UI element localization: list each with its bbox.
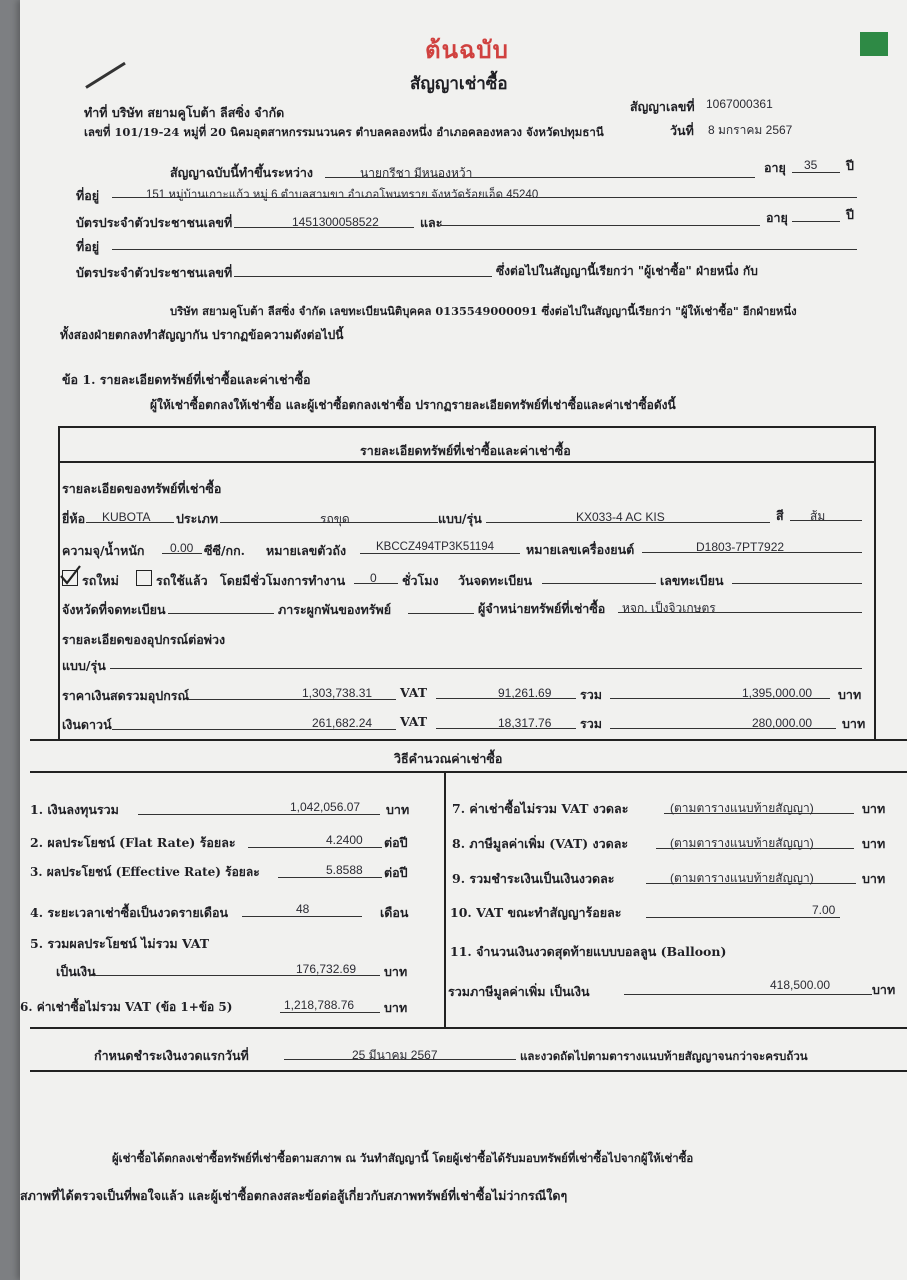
address-label: ที่อยู่ [76,188,100,203]
capacity-unit: ซีซี/กก. [204,543,246,558]
clause1-heading: ข้อ 1. รายละเอียดทรัพย์ที่เช่าซื้อและค่าเช่าซื้อ [62,372,311,387]
item9-unit: บาท [862,871,886,886]
company-paragraph: บริษัท สยามคูโบต้า ลีสซิ่ง จำกัด เลขทะเบียนนิติบุคคล 0135549000091 ซึ่งต่อไปในสัญญานี้เรียกว่า "ผู้ให้เช่าซื้อ" อีกฝ่ายหนึ่ง [170,304,797,318]
item2-line [248,847,382,848]
province-line [168,613,274,614]
new-label: รถใหม่ [82,573,119,588]
item3-value: 5.8588 [326,863,363,877]
year-unit-2: ปี [846,207,854,222]
table-right-border [874,426,876,739]
id-label: บัตรประจำตัวประชาชนเลขที่ [76,215,233,230]
dealer-label: ผู้จำหน่ายทรัพย์ที่เช่าซื้อ [478,601,606,616]
down-vat-label: VAT [400,714,428,729]
item7-value: (ตามตารางแนบท้ายสัญญา) [670,801,814,815]
item5-unit: บาท [384,964,408,979]
document-page [20,0,907,1280]
item3-line [278,877,382,878]
item7-unit: บาท [862,801,886,816]
engine-label: หมายเลขเครื่องยนต์ [526,542,635,557]
brand-label: ยี่ห้อ [62,511,86,526]
calc-header: วิธีคำนวณค่าเช่าซื้อ [394,751,503,766]
hirer-id: 1451300058522 [292,215,379,229]
item8-value: (ตามตารางแนบท้ายสัญญา) [670,836,814,850]
color-line [790,520,862,521]
address-line-2 [112,249,857,250]
item6-label: 6. ค่าเช่าซื้อไม่รวม VAT (ข้อ 1+ข้อ 5) [20,1000,233,1014]
year-unit: ปี [846,158,854,173]
footer-paragraph-2: สภาพที่ได้ตรวจเป็นที่พอใจแล้ว และผู้เช่าซื้อตกลงสละข้อต่อสู้เกี่ยวกับสภาพทรัพย์ที่เช่าซื้อไม่ว่ากรณีใดๆ [20,1188,568,1203]
province-label: จังหวัดที่จดทะเบียน [62,602,166,617]
color-label: สี [776,508,784,523]
down-label: เงินดาวน์ [62,717,112,732]
used-checkbox[interactable] [136,570,152,586]
item8-label: 8. ภาษีมูลค่าเพิ่ม (VAT) งวดละ [452,836,629,851]
item10-value: 7.00 [812,903,836,917]
regdate-line [542,583,656,584]
age-line-2 [792,221,840,222]
agreement-paragraph: ทั้งสองฝ่ายตกลงทำสัญญากัน ปรากฏข้อความดังต่อไปนี้ [60,328,344,342]
item2-value: 4.2400 [326,833,363,847]
regno-label: เลขทะเบียน [660,573,724,588]
hours-value: 0 [370,571,377,585]
encumbrance-label: ภาระผูกพันของทรัพย์ [278,602,392,617]
age-label: อายุ [764,160,786,175]
item11-line [624,994,872,995]
and-label: และ [420,215,443,230]
item5-sub: เป็นเงิน [56,964,96,979]
price-total-value: 1,395,000.00 [742,686,813,700]
hirer-name: นายกรีชา มีหนองหว้า [360,166,473,180]
down-value: 261,682.24 [312,716,373,730]
item1-value: 1,042,056.07 [290,800,361,814]
item4-line [242,916,362,917]
second-party-line [440,225,760,226]
type-label: ประเภท [176,511,219,526]
chassis-line [360,553,520,554]
calc-header-rule [30,771,907,773]
hirer-designation: ซึ่งต่อไปในสัญญานี้เรียกว่า "ผู้เช่าซื้อ" ฝ่ายหนึ่ง กับ [496,264,758,278]
down-total-value: 280,000.00 [752,716,813,730]
regdate-label: วันจดทะเบียน [458,573,533,588]
capacity-label: ความจุ/น้ำหนัก [62,543,145,558]
asset-heading: รายละเอียดของทรัพย์ที่เช่าซื้อ [62,481,222,496]
item5-label: 5. รวมผลประโยชน์ ไม่รวม VAT [30,936,210,951]
pen-stroke [85,62,126,89]
item3-unit: ต่อปี [384,865,408,880]
item3-label: 3. ผลประโยชน์ (Effective Rate) ร้อยละ [30,865,260,879]
price-vat-value: 91,261.69 [498,686,552,700]
item6-unit: บาท [384,1000,408,1015]
item2-unit: ต่อปี [384,835,408,850]
equipment-model-label: แบบ/รุ่น [62,658,106,673]
original-stamp: ต้นฉบับ [425,35,509,64]
calc-divider [444,771,446,1027]
first-payment-tail: และงวดถัดไปตามตารางแนบท้ายสัญญาจนกว่าจะครบถ้วน [520,1049,808,1063]
company-address: เลขที่ 101/19-24 หมู่ที่ 20 นิคมอุตสาหกรรมนวนคร ตำบลคลองหนึ่ง อำเภอคลองหลวง จังหวัดปทุมธานี [84,125,604,139]
item11-label: 11. จำนวนเงินงวดสุดท้ายแบบบอลลูน (Balloon) [450,944,727,959]
made-at: ทำที่ บริษัท สยามคูโบต้า ลีสซิ่ง จำกัด [84,105,285,120]
item7-label: 7. ค่าเช่าซื้อไม่รวม VAT งวดละ [452,801,629,816]
item10-line [646,917,840,918]
item2-label: 2. ผลประโยชน์ (Flat Rate) ร้อยละ [30,835,236,850]
calc-bottom-rule [30,1027,907,1029]
between-label: สัญญาฉบับนี้ทำขึ้นระหว่าง [170,165,314,180]
item8-unit: บาท [862,836,886,851]
price-baht: บาท [838,687,862,702]
address-label-2: ที่อยู่ [76,239,100,254]
item11-unit: บาท [872,982,896,997]
age-line [792,172,840,173]
model-value: KX033-4 AC KIS [576,510,665,524]
calc-top-rule [30,739,907,741]
price-total-label: รวม [580,687,602,702]
hirer-age: 35 [804,158,818,172]
down-total-label: รวม [580,716,602,731]
hours-label: โดยมีชั่วโมงการทำงาน [220,573,346,588]
item6-line [280,1012,380,1013]
item1-line [138,814,380,815]
capacity-value: 0.00 [170,541,194,555]
first-payment-label: กำหนดชำระเงินงวดแรกวันที่ [94,1048,249,1063]
date-label: วันที่ [670,123,694,138]
id-line-2 [234,276,492,277]
item5-value: 176,732.69 [296,962,357,976]
item4-value: 48 [296,902,310,916]
price-label: ราคาเงินสดรวมอุปกรณ์ [62,688,190,703]
id-label-2: บัตรประจำตัวประชาชนเลขที่ [76,265,233,280]
table-header: รายละเอียดทรัพย์ที่เช่าซื้อและค่าเช่าซื้อ [360,443,571,458]
item4-unit: เดือน [380,905,409,920]
item11-value: 418,500.00 [770,978,831,992]
regno-line [732,583,862,584]
table-top-border [58,426,876,428]
contract-no: 1067000361 [706,97,773,111]
item1-label: 1. เงินลงทุนรวม [30,802,119,817]
encumbrance-line [408,613,474,614]
contract-date: 8 มกราคม 2567 [708,123,793,137]
item6-value: 1,218,788.76 [284,998,355,1012]
price-vat-label: VAT [400,685,428,700]
model-label: แบบ/รุ่น [438,511,482,526]
chassis-value: KBCCZ494TP3K51194 [376,541,495,553]
color-value: ส้ม [810,509,826,523]
contract-no-label: สัญญาเลขที่ [630,99,695,114]
down-baht: บาท [842,716,866,731]
price-value: 1,303,738.31 [302,686,373,700]
brand-value: KUBOTA [102,510,151,524]
chassis-label: หมายเลขตัวถัง [266,543,347,558]
hirer-address: 151 หมู่บ้านเกาะแก้ว หมู่ 6 ตำบลสามขา อำเภอโพนทราย จังหวัดร้อยเอ็ด 45240 [146,189,539,201]
first-payment-date: 25 มีนาคม 2567 [352,1048,438,1062]
item4-label: 4. ระยะเวลาเช่าซื้อเป็นงวดรายเดือน [30,905,229,920]
table-header-rule [58,461,876,463]
item9-label: 9. รวมชำระเงินเป็นเงินงวดละ [452,871,615,886]
page-title: สัญญาเช่าซื้อ [410,74,508,94]
down-vat-value: 18,317.76 [498,716,552,730]
hours-unit: ชั่วโมง [402,573,439,588]
check-mark-icon [58,564,82,586]
clause1-intro: ผู้ให้เช่าซื้อตกลงให้เช่าซื้อ และผู้เช่าซื้อตกลงเช่าซื้อ ปรากฏรายละเอียดทรัพย์ที่เช่าซื้อและค่าเช่าซื้อดังนี้ [150,398,676,412]
used-label: รถใช้แล้ว [156,573,208,588]
age-label-2: อายุ [766,210,788,225]
item11-sub: รวมภาษีมูลค่าเพิ่ม เป็นเงิน [448,984,590,999]
engine-value: D1803-7PT7922 [696,540,785,554]
first-payment-bottom-rule [30,1070,907,1072]
dealer-value: หจก. เป็งจิวเกษตร [622,601,716,615]
item10-label: 10. VAT ขณะทำสัญญาร้อยละ [450,905,622,920]
footer-paragraph-1: ผู้เช่าซื้อได้ตกลงเช่าซื้อทรัพย์ที่เช่าซื้อตามสภาพ ณ วันทำสัญญานี้ โดยผู้เช่าซื้อได้รับมอบทรัพย์ที่เช่าซื้อไปจากผู้ให้เช่าซื้อ [112,1151,694,1165]
green-tab-marker [860,32,888,56]
equipment-model-line [110,668,862,669]
item1-unit: บาท [386,802,410,817]
item9-value: (ตามตารางแนบท้ายสัญญา) [670,871,814,885]
equipment-heading: รายละเอียดของอุปกรณ์ต่อพ่วง [62,632,226,647]
type-value: รถขุด [320,512,350,526]
